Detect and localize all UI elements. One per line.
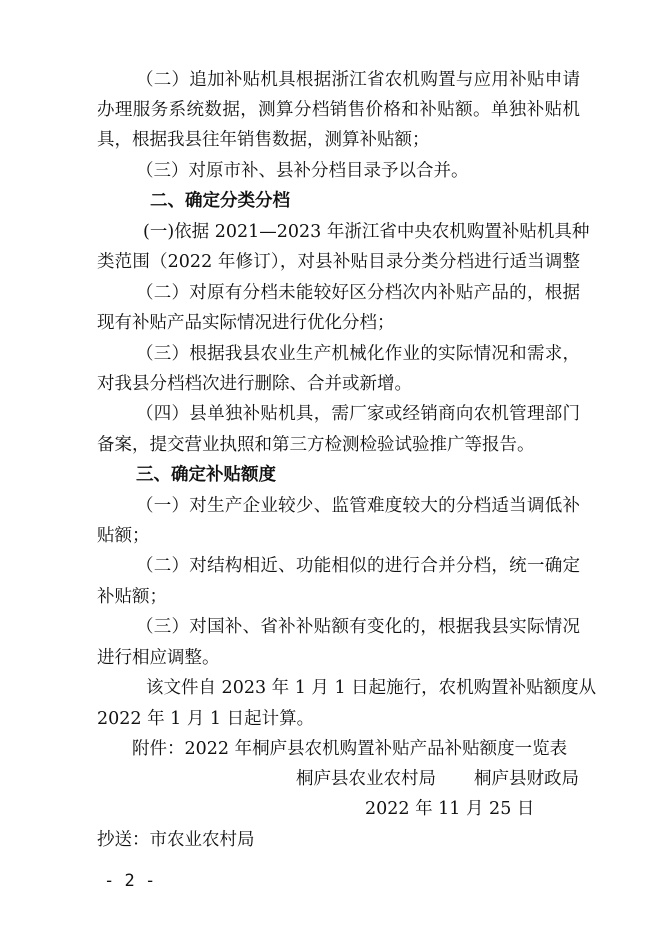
para2-line1: （二）追加补贴机具根据浙江省农机购置与应用补贴申请 — [136, 70, 580, 90]
para3: （三）对原市补、县补分档目录予以合并。 — [136, 161, 469, 181]
cc-line: 抄送：市农业农村局 — [97, 830, 255, 850]
subsidy-item2-line1: （二）对结构相近、功能相似的进行合并分档，统一确定 — [136, 556, 580, 576]
classification-item4-line1: （四）县单独补贴机具，需厂家或经销商向农机管理部门 — [136, 404, 580, 424]
signatory-agriculture-bureau: 桐庐县农业农村局 — [296, 769, 436, 789]
para2-line2: 办理服务系统数据，测算分档销售价格和补贴额。单独补贴机 — [97, 100, 580, 120]
document-date: 2022 年 11 月 25 日 — [365, 799, 535, 819]
classification-item2-line1: （二）对原有分档未能较好区分档次内补贴产品的，根据 — [136, 283, 580, 303]
attachment-line: 附件：2022 年桐庐县农机购置补贴产品补贴额度一览表 — [132, 739, 568, 759]
classification-item3-line2: 对我县分档档次进行删除、合并或新增。 — [97, 374, 412, 394]
subsidy-item3-line2: 进行相应调整。 — [97, 648, 220, 668]
effective-line2: 2022 年 1 月 1 日起计算。 — [97, 709, 315, 729]
section-heading-subsidy: 三、确定补贴额度 — [136, 465, 276, 485]
subsidy-item1-line1: （一）对生产企业较少、监管难度较大的分档适当调低补 — [136, 496, 580, 516]
subsidy-item2-line2: 补贴额； — [97, 587, 167, 607]
classification-item1-line2: 类范围（2022 年修订），对县补贴目录分类分档进行适当调整 — [97, 252, 580, 272]
subsidy-item1-line2: 贴额； — [97, 526, 150, 546]
section-heading-classification: 二、确定分类分档 — [150, 191, 290, 211]
signatory-finance-bureau: 桐庐县财政局 — [474, 769, 579, 789]
classification-item4-line2: 备案，提交营业执照和第三方检测检验试验推广等报告。 — [97, 435, 535, 455]
classification-item1-line1: (一)依据 2021—2023 年浙江省中央农机购置补贴机具种 — [143, 222, 590, 242]
para2-line3: 具，根据我县往年销售数据，测算补贴额； — [97, 130, 430, 150]
subsidy-item3-line1: （三）对国补、省补补贴额有变化的，根据我县实际情况 — [136, 617, 580, 637]
classification-item3-line1: （三）根据我县农业生产机械化作业的实际情况和需求， — [136, 344, 580, 364]
classification-item2-line2: 现有补贴产品实际情况进行优化分档； — [97, 313, 395, 333]
effective-line1: 该文件自 2023 年 1 月 1 日起施行，农机购置补贴额度从 — [146, 678, 597, 698]
page-number: - 2 - — [104, 871, 156, 891]
